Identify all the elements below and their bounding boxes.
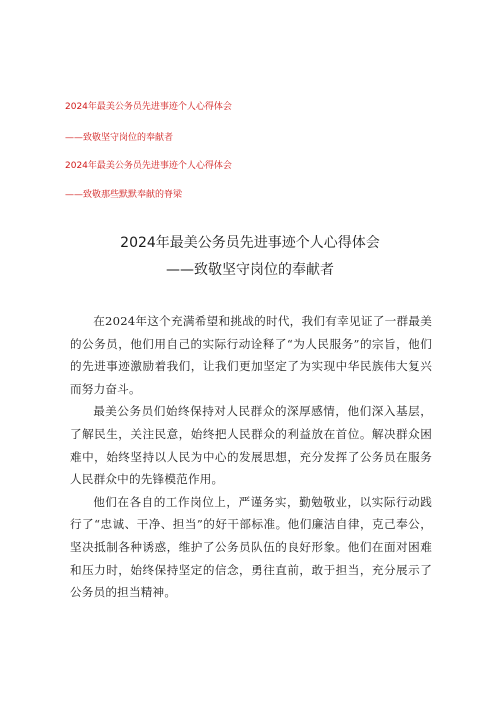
toc-link-3[interactable]: 2024年最美公务员先进事迹个人心得体会	[65, 161, 232, 171]
paragraph-3: 他们在各自的工作岗位上，严谨务实，勤勉敬业，以实际行动践行了“忠诚、干净、担当”的好干部标准。他们廉洁自律，克己奉公，坚决抵制各种诱惑，维护了公务员队伍的良好形象。他们在面对困难和压力时，始终保持坚定的信念，勇往直前，敢于担当，充分展示了公务员的担当精神。	[70, 494, 432, 600]
article-body	[70, 310, 432, 604]
article-title: 2024年最美公务员先进事迹个人心得体会	[120, 235, 380, 251]
paragraph-2: 最美公务员们始终保持对人民群众的深厚感情，他们深入基层，了解民生，关注民意，始终把人民群众的利益放在首位。解决群众困难中，始终坚持以人民为中心的发展思想，充分发挥了公务员在服务人民群众中的先锋模范作用。	[70, 404, 432, 487]
article-subtitle: ——致敬坚守岗位的奉献者	[166, 262, 334, 278]
toc-link-1[interactable]: 2024年最美公务员先进事迹个人心得体会	[65, 102, 232, 112]
paragraph-1: 在2024年这个充满希望和挑战的时代，我们有幸见证了一群最美的公务员，他们用自己的实际行动诠释了“为人民服务”的宗旨，他们的先进事迹激励着我们，让我们更加坚定了为实现中华民族伟大复兴而努力奋斗。	[70, 314, 432, 396]
toc-link-2[interactable]: ——致敬坚守岗位的奉献者	[65, 133, 174, 143]
toc-link-4[interactable]: ——致敬那些默默奉献的脊梁	[65, 190, 183, 200]
